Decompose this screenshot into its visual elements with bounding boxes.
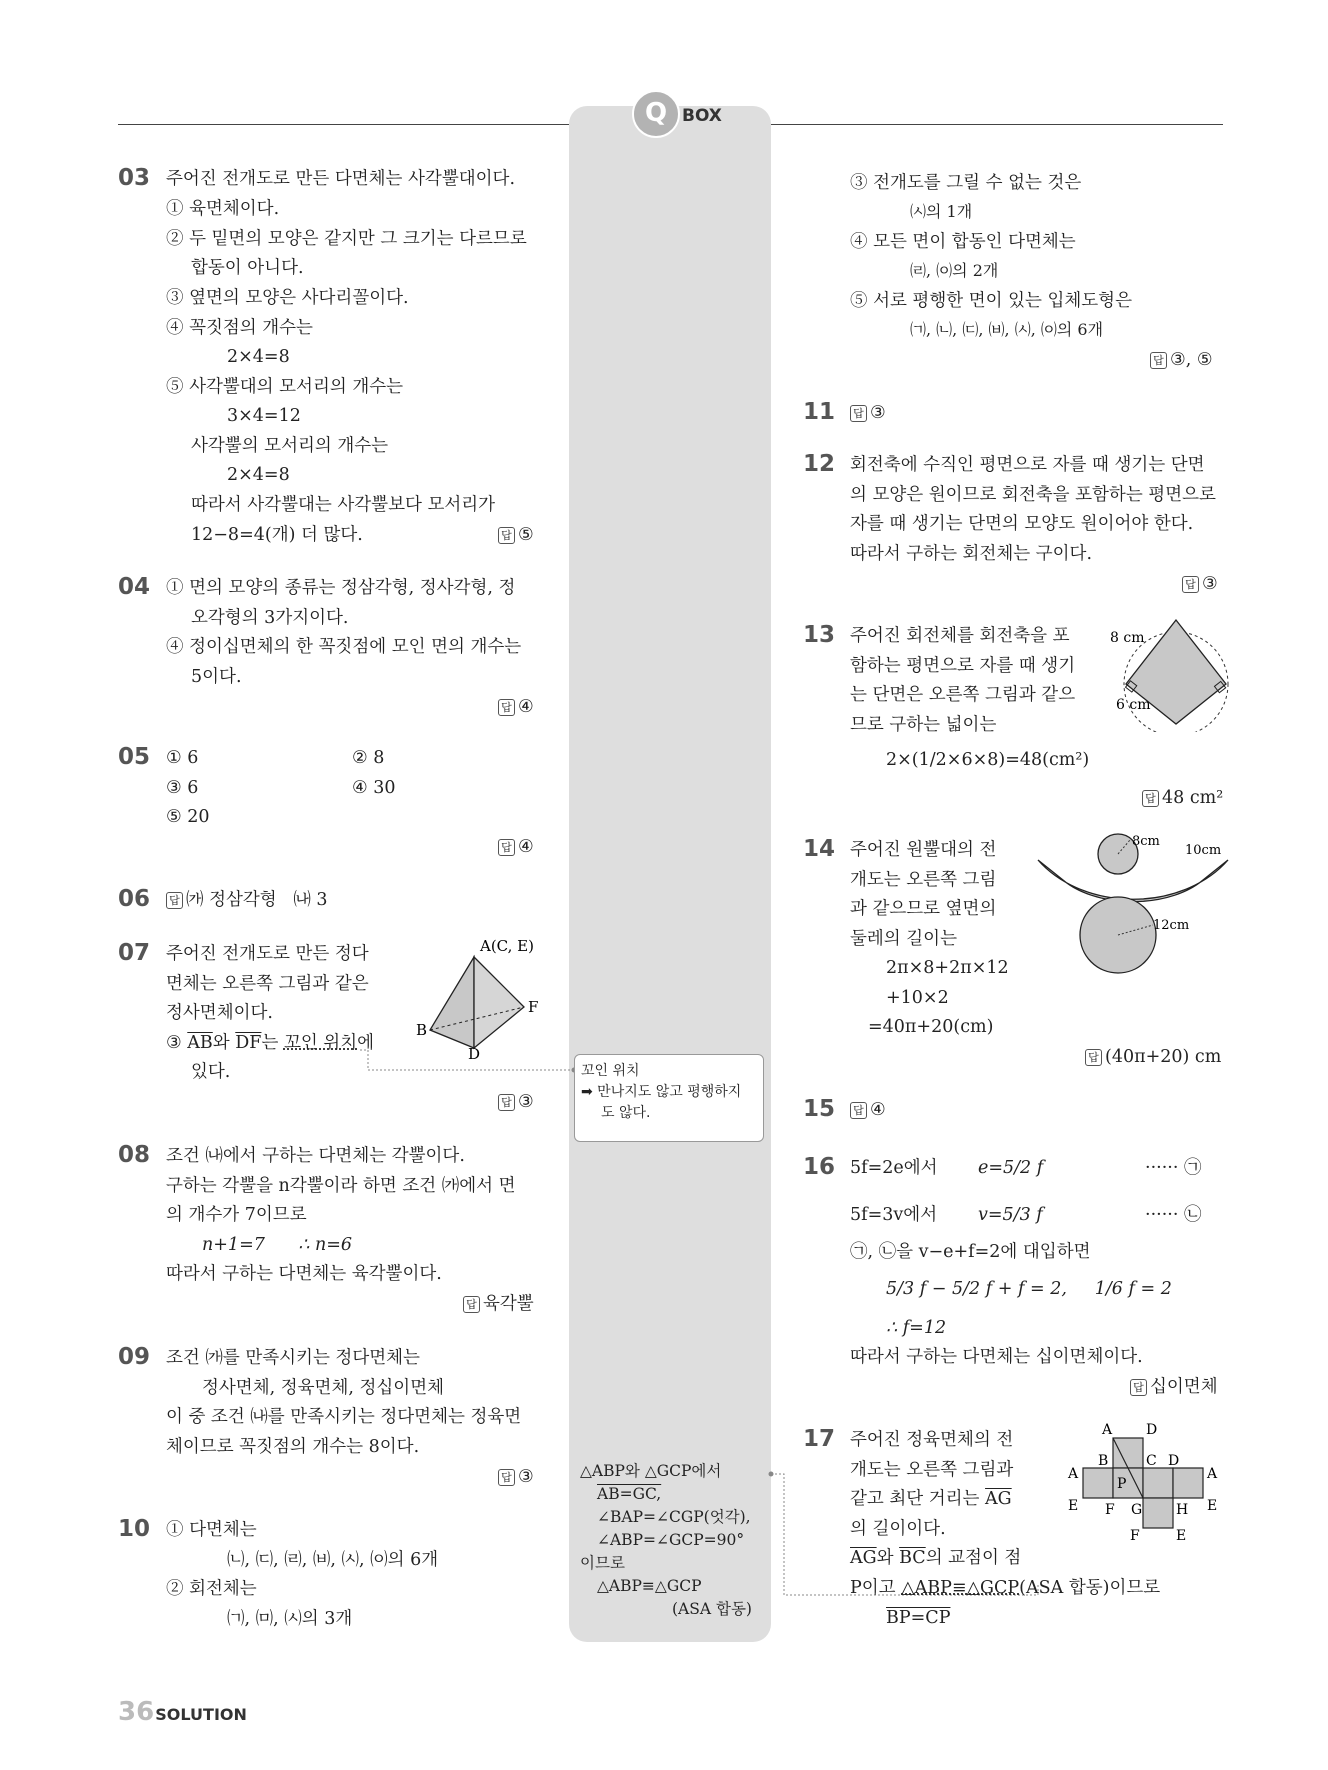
vertex-label: E (1207, 1498, 1218, 1514)
text-line: 정사면체이다. (166, 1003, 273, 1023)
equation: ∴ f=12 (886, 1318, 947, 1338)
frustum-net-figure (1035, 832, 1235, 982)
vertex-label: A (1207, 1466, 1218, 1482)
net-face (1143, 1498, 1173, 1528)
text-fragment: (ASA 합동)이므로 (1019, 1578, 1161, 1598)
text-fragment: P이고 (850, 1578, 896, 1598)
answer-value: 48 cm² (1162, 788, 1224, 808)
equation-tag: ······ ㉠ (1145, 1158, 1202, 1178)
answer-value: ④ (870, 1100, 886, 1120)
answer (850, 398, 886, 428)
text-line: 주어진 전개도로 만든 정다 (166, 944, 369, 964)
equation: 2×4=8 (227, 347, 290, 367)
vertex-label: A (1068, 1466, 1079, 1482)
equation: 5/3 f − 5/2 f + f = 2, 1/6 f = 2 (886, 1279, 1172, 1299)
tetra-label-a: A(C, E) (480, 937, 534, 955)
text-line: 둘레의 길이는 (850, 929, 957, 949)
equation: BP=CP (886, 1608, 951, 1628)
text-line: 5이다. (191, 667, 242, 687)
vertex-label: C (1146, 1453, 1157, 1469)
answer-value: ⑤ (518, 525, 534, 545)
problem-number: 04 (118, 574, 151, 600)
text-line: 의 길이이다. (850, 1519, 946, 1539)
text-line: 따라서 구하는 다면체는 십이면체이다. (850, 1347, 1143, 1367)
label-6cm: 6 cm (1116, 697, 1151, 713)
cube-net-figure (1058, 1420, 1233, 1545)
segment-ag: $\overline{AG}$ (850, 1548, 877, 1568)
vertex-label: E (1176, 1528, 1187, 1544)
footer-label: SOLUTION (155, 1705, 247, 1724)
page-footer (118, 1697, 247, 1727)
vertex-label: D (1168, 1453, 1180, 1469)
answer (1142, 783, 1223, 813)
text-line: ⑤ 사각뿔대의 모서리의 개수는 (166, 377, 404, 397)
text-fragment: 의 교점이 점 (925, 1548, 1022, 1568)
congruence-statement: △ABP≡△GCP (901, 1578, 1020, 1598)
net-face (1083, 1468, 1113, 1498)
choice-mark: ③ (166, 1033, 182, 1053)
answer-value: 육각뿔 (483, 1294, 534, 1314)
net-face (1113, 1438, 1143, 1468)
problem-number: 16 (803, 1154, 836, 1180)
equation: 5f=3v에서 (850, 1205, 938, 1225)
problem-number: 03 (118, 165, 151, 191)
label-8cm: 8cm (1132, 834, 1160, 849)
answer-icon (1150, 352, 1167, 369)
problem-number: 05 (118, 744, 151, 770)
text-line (850, 1484, 1012, 1514)
text-line: 주어진 원뿔대의 전 (850, 840, 997, 860)
text-line: 오각형의 3가지이다. (191, 608, 349, 628)
problem-number: 10 (118, 1516, 151, 1542)
problem-number: 17 (803, 1426, 836, 1452)
text-line: 조건 ㈏에서 구하는 다면체는 각뿔이다. (166, 1146, 465, 1166)
text-line: ④ 꼭짓점의 개수는 (166, 318, 313, 338)
segment-df: $\overline{DF}$ (235, 1033, 262, 1053)
text-line: ㈀, ㈁, ㈂, ㈅, ㈆, ㈇의 6개 (910, 320, 1104, 339)
note-line: △ABP≡△GCP (597, 1577, 702, 1595)
vertex-label: H (1176, 1502, 1189, 1518)
skew-term: 꼬인 위치 (283, 1033, 358, 1053)
text-line: 이 중 조건 ㈏를 만족시키는 정다면체는 정육면 (166, 1407, 522, 1427)
particle: 는 (261, 1033, 279, 1053)
text-line: ㈆의 1개 (910, 202, 973, 221)
tetra-label-d: D (468, 1045, 481, 1060)
text-line: 사각뿔의 모서리의 개수는 (191, 436, 389, 456)
equation: 5f=2e에서 (850, 1158, 938, 1178)
answer-value: ㈎ 정삼각형 ㈏ 3 (186, 890, 328, 910)
text-line: 주어진 정육면체의 전 (850, 1430, 1014, 1450)
answer (850, 1095, 886, 1125)
note-line: (ASA 합동) (672, 1600, 752, 1618)
text-line: ① 면의 모양의 종류는 정삼각형, 정사각형, 정 (166, 578, 516, 598)
choice: ④ 30 (352, 778, 396, 798)
answer-value: ③ (1202, 574, 1218, 594)
tetra-label-b: B (416, 1021, 428, 1039)
problem-number: 07 (118, 940, 151, 966)
text-line: 합동이 아니다. (191, 258, 304, 278)
vertex-label: P (1117, 1476, 1127, 1492)
text-line (850, 1543, 1021, 1573)
text-line: ③ 옆면의 모양은 사다리꼴이다. (166, 288, 409, 308)
text-line: ④ 정이십면체의 한 꼭짓점에 모인 면의 개수는 (166, 637, 522, 657)
vertex-label: B (1098, 1453, 1109, 1469)
choice: ① 6 (166, 748, 199, 768)
answer (1130, 1372, 1218, 1402)
note-body: 도 않다. (601, 1105, 651, 1121)
equation: 2×4=8 (227, 465, 290, 485)
text-line: 회전축에 수직인 평면으로 자를 때 생기는 단면 (850, 455, 1205, 475)
text-line: ② 회전체는 (166, 1579, 257, 1599)
text-line: 주어진 전개도로 만든 다면체는 사각뿔대이다. (166, 169, 516, 189)
vertex-label: A (1102, 1422, 1113, 1438)
text-line: 개도는 오른쪽 그림 (850, 870, 997, 890)
particle: 에 (357, 1033, 375, 1053)
text-line: ① 다면체는 (166, 1520, 257, 1540)
text-line: 있다. (191, 1062, 231, 1082)
note-line: △ABP와 △GCP에서 (580, 1462, 722, 1480)
text-line: 과 같으므로 옆면의 (850, 899, 997, 919)
answer (1182, 569, 1218, 599)
text-line: 조건 ㈎를 만족시키는 정다면체는 (166, 1348, 420, 1368)
note-title: 꼬인 위치 (581, 1063, 640, 1079)
note-line: AB=GC, (597, 1485, 662, 1503)
text-line: 함하는 평면으로 자를 때 생기 (850, 656, 1076, 676)
text-line: ㉠, ㉡을 v−e+f=2에 대입하면 (850, 1242, 1091, 1262)
net-face (1173, 1468, 1203, 1498)
qbox-badge: Q (632, 90, 680, 138)
text-line (850, 1573, 1160, 1603)
vertex-label: F (1130, 1528, 1140, 1544)
text-line: 의 개수가 7이므로 (166, 1205, 307, 1225)
text-line: 따라서 구하는 다면체는 육각뿔이다. (166, 1264, 442, 1284)
text-line: 의 모양은 원이므로 회전축을 포함하는 평면으로 (850, 485, 1216, 505)
particle: 와 (876, 1548, 894, 1568)
problem-number: 14 (803, 836, 836, 862)
qbox-label: BOX (682, 106, 722, 126)
note-line: 이므로 (580, 1554, 625, 1572)
answer-icon (1085, 1049, 1102, 1066)
answer-value: ③ (518, 1467, 534, 1487)
answer-icon (1142, 790, 1159, 807)
equation: e=5/2 f (978, 1158, 1044, 1178)
problem-number: 15 (803, 1096, 836, 1122)
text-line: ㈀, ㈄, ㈆의 3개 (227, 1609, 353, 1629)
answer-icon (1182, 576, 1199, 593)
label-12cm: 12cm (1153, 918, 1190, 933)
equation: 2π×8+2π×12 (886, 958, 1009, 978)
text-line: 면체는 오른쪽 그림과 같은 (166, 974, 369, 994)
text-line: ㈃, ㈇의 2개 (910, 261, 999, 280)
text-line: ② 두 밑면의 모양은 같지만 그 크기는 다르므로 (166, 229, 527, 249)
particle: 와 (212, 1033, 230, 1053)
label-10cm: 10cm (1185, 843, 1222, 858)
net-face (1143, 1468, 1173, 1498)
equation-tag: ······ ㉡ (1145, 1205, 1202, 1225)
answer (1085, 1042, 1221, 1072)
text-line: ⑤ 서로 평행한 면이 있는 입체도형은 (850, 291, 1132, 311)
equation: 2×(1/2×6×8)=48(cm²) (886, 750, 1090, 770)
text-line: ① 육면체이다. (166, 199, 280, 219)
text-line: 는 단면은 오른쪽 그림과 같으 (850, 685, 1076, 705)
answer-value: ③ (870, 403, 886, 423)
vertex-label: G (1131, 1502, 1143, 1518)
equation: 3×4=12 (227, 406, 301, 426)
text-line: ③ 전개도를 그릴 수 없는 것은 (850, 173, 1082, 193)
equation: n+1=7 ∴ n=6 (202, 1235, 353, 1255)
segment-bc: $\overline{BC}$ (899, 1548, 926, 1568)
answer-value: ④ (518, 837, 534, 857)
answer-icon (850, 1102, 867, 1119)
choice: ③ 6 (166, 778, 199, 798)
vertex-label: E (1068, 1498, 1079, 1514)
choice: ② 8 (352, 748, 385, 768)
problem-number: 08 (118, 1142, 151, 1168)
text-line: 개도는 오른쪽 그림과 (850, 1460, 1014, 1480)
page-number: 36 (118, 1697, 155, 1727)
text-line: 정사면체, 정육면체, 정십이면체 (202, 1378, 445, 1398)
vertex-label: D (1146, 1422, 1158, 1438)
text-line: 구하는 각뿔을 n각뿔이라 하면 조건 ㈎에서 면 (166, 1176, 516, 1196)
text-line: 주어진 회전체를 회전축을 포 (850, 626, 1070, 646)
note-line: ∠BAP=∠CGP(엇각), (597, 1508, 751, 1526)
text-line: ㈁, ㈂, ㈃, ㈅, ㈆, ㈇의 6개 (227, 1550, 439, 1570)
choice: ⑤ 20 (166, 807, 210, 827)
problem-number: 09 (118, 1344, 151, 1370)
vertex-label: F (1105, 1502, 1115, 1518)
text-line: 12−8=4(개) 더 많다. (191, 525, 363, 545)
text-line: ④ 모든 면이 합동인 다면체는 (850, 232, 1076, 252)
equation: v=5/3 f (978, 1205, 1043, 1225)
label-8cm: 8 cm (1110, 630, 1145, 646)
problem-number: 06 (118, 886, 151, 912)
equation: +10×2 (886, 988, 949, 1008)
problem-number: 11 (803, 399, 836, 425)
text-line: 므로 구하는 넓이는 (850, 715, 997, 735)
text-line: 자를 때 생기는 단면의 모양도 원이어야 한다. (850, 514, 1194, 534)
problem-number: 12 (803, 451, 836, 477)
text-line: 체이므로 꼭짓점의 개수는 8이다. (166, 1437, 420, 1457)
answer-value: (40π+20) cm (1105, 1047, 1222, 1067)
text-line: 따라서 사각뿔대는 사각뿔보다 모서리가 (191, 495, 496, 515)
answer-value: ③ (518, 1092, 534, 1112)
answer-value: 십이면체 (1150, 1377, 1218, 1397)
segment-ag: $\overline{AG}$ (985, 1489, 1012, 1509)
answer-value: ④ (518, 697, 534, 717)
problem-number: 13 (803, 622, 836, 648)
note-body: ➡ 만나지도 않고 평행하지 (581, 1084, 742, 1100)
segment-ab: $\overline{AB}$ (187, 1033, 213, 1053)
rhombus-section-figure (1110, 612, 1230, 732)
answer-value: ③, ⑤ (1170, 350, 1213, 370)
note-line: ∠ABP=∠GCP=90° (597, 1531, 745, 1549)
text-fragment: 같고 최단 거리는 (850, 1489, 980, 1509)
answer-icon (1130, 1379, 1147, 1396)
tetra-label-f: F (528, 998, 539, 1016)
answer-icon (850, 405, 867, 422)
answer (1150, 345, 1213, 375)
equation: =40π+20(cm) (868, 1017, 994, 1037)
text-line: 따라서 구하는 회전체는 구이다. (850, 544, 1093, 564)
